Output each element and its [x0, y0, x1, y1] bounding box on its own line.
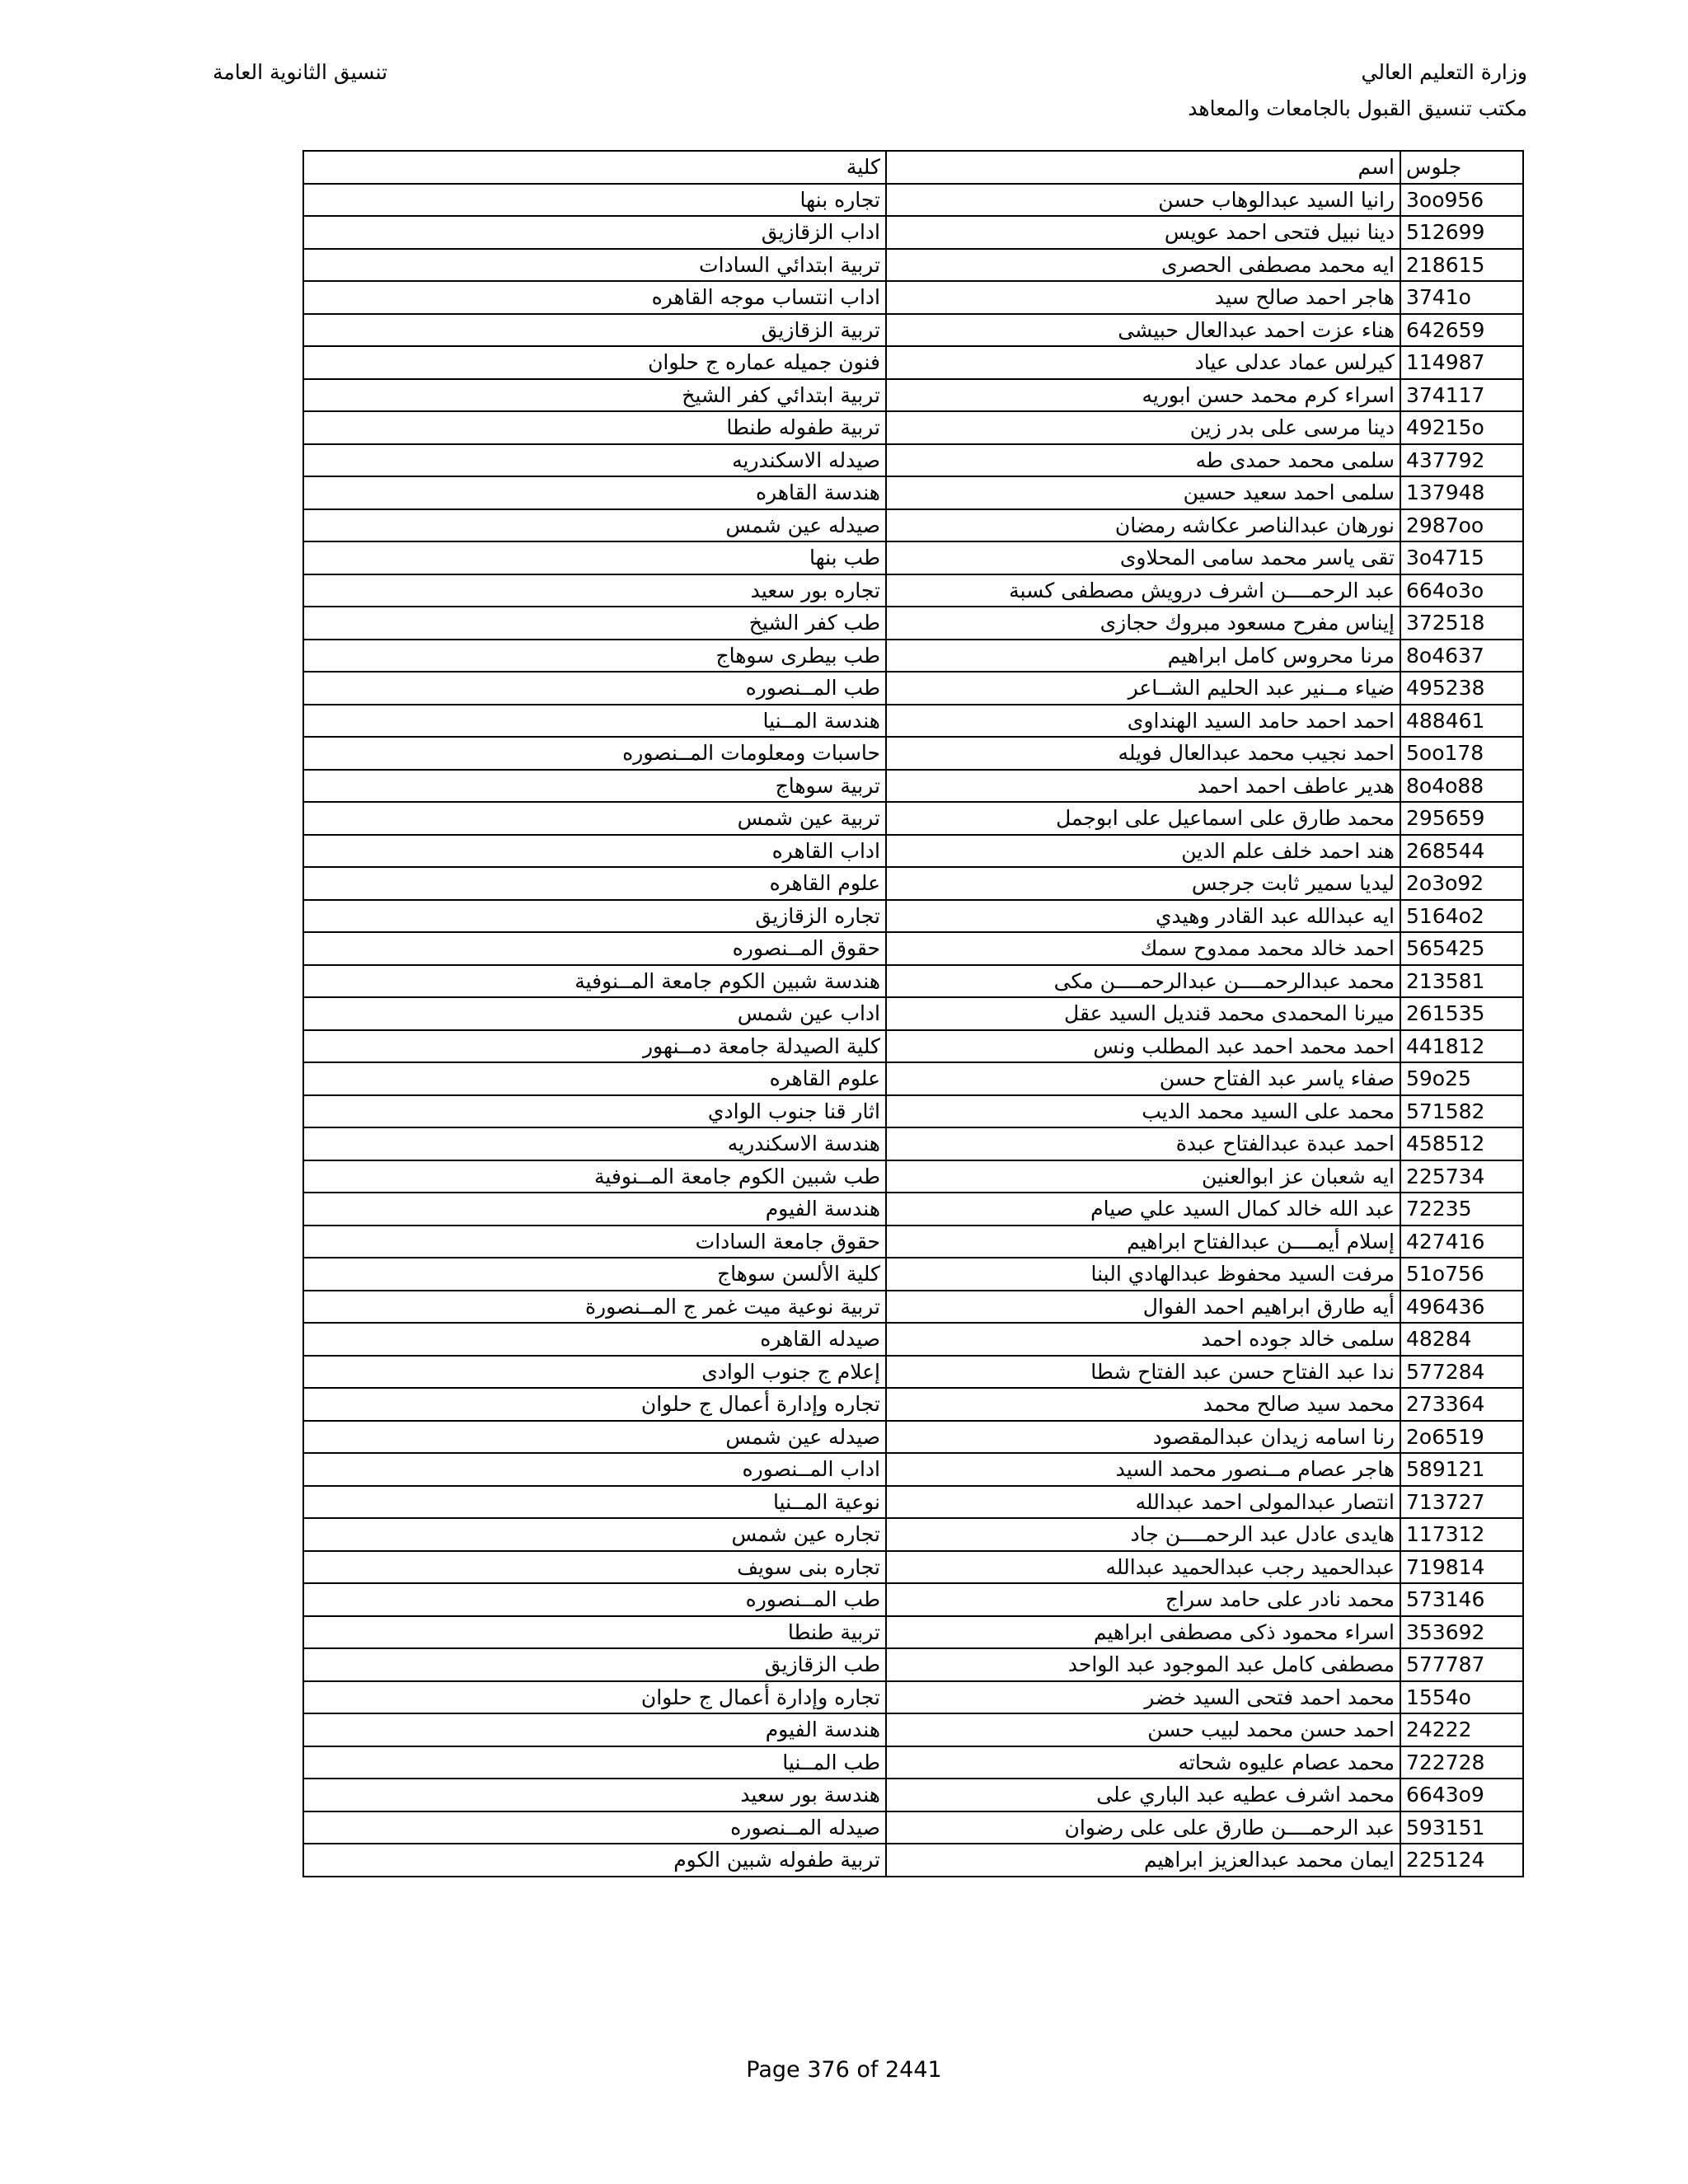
- faculty-cell: علوم القاهره: [303, 867, 886, 900]
- table-row: [303, 1811, 1523, 1844]
- table-row: [303, 867, 1523, 900]
- faculty-cell: تربية نوعية ميت غمر ج المــنصورة: [303, 1291, 886, 1324]
- name-cell: ايه محمد مصطفى الحصرى: [886, 249, 1400, 282]
- name-cell: محمد طارق على اسماعيل على ابوجمل: [886, 802, 1400, 835]
- name-cell: هند احمد خلف علم الدين: [886, 835, 1400, 868]
- faculty-cell: طب المــنيا: [303, 1746, 886, 1779]
- table-row: [303, 1518, 1523, 1551]
- table-row: [303, 1583, 1523, 1616]
- seat-cell: 3741o: [1400, 281, 1523, 314]
- header-name: اسم: [886, 151, 1400, 184]
- faculty-cell: هندسة الفيوم: [303, 1713, 886, 1746]
- faculty-cell: هندسة القاهره: [303, 476, 886, 509]
- table-row: [303, 640, 1523, 673]
- name-cell: رانيا السيد عبدالوهاب حسن: [886, 184, 1400, 217]
- faculty-cell: تجاره بنها: [303, 184, 886, 217]
- table-row: [303, 1616, 1523, 1649]
- faculty-cell: صيدله القاهره: [303, 1323, 886, 1356]
- name-cell: سلمى احمد سعيد حسين: [886, 476, 1400, 509]
- seat-cell: 261535: [1400, 997, 1523, 1030]
- page-number: Page 376 of 2441: [746, 2057, 942, 2083]
- name-cell: دينا مرسى على بدر زين: [886, 411, 1400, 444]
- seat-cell: 137948: [1400, 476, 1523, 509]
- table-row: [303, 346, 1523, 379]
- name-cell: مرنا محروس كامل ابراهيم: [886, 640, 1400, 673]
- seat-cell: 512699: [1400, 216, 1523, 249]
- seat-cell: 24222: [1400, 1713, 1523, 1746]
- seat-cell: 495238: [1400, 672, 1523, 705]
- faculty-cell: تربية عين شمس: [303, 802, 886, 835]
- table-row: [303, 802, 1523, 835]
- seat-cell: 664o3o: [1400, 574, 1523, 607]
- seat-cell: 117312: [1400, 1518, 1523, 1551]
- name-cell: احمد احمد حامد السيد الهنداوى: [886, 705, 1400, 738]
- seat-cell: 218615: [1400, 249, 1523, 282]
- table-row: [303, 1681, 1523, 1714]
- name-cell: محمد على السيد محمد الديب: [886, 1095, 1400, 1128]
- faculty-cell: تجاره وإدارة أعمال ج حلوان: [303, 1388, 886, 1421]
- name-cell: سلمى خالد جوده احمد: [886, 1323, 1400, 1356]
- seat-cell: 3oo956: [1400, 184, 1523, 217]
- faculty-cell: هندسة شبين الكوم جامعة المــنوفية: [303, 965, 886, 998]
- seat-cell: 3o4715: [1400, 541, 1523, 574]
- table-row: [303, 1453, 1523, 1486]
- seat-cell: 225124: [1400, 1844, 1523, 1877]
- name-cell: محمد اشرف عطيه عبد الباري على: [886, 1779, 1400, 1811]
- faculty-cell: هندسة الفيوم: [303, 1193, 886, 1226]
- seat-cell: 372518: [1400, 607, 1523, 640]
- table-row: [303, 672, 1523, 705]
- seat-cell: 5164o2: [1400, 900, 1523, 933]
- seat-cell: 642659: [1400, 314, 1523, 347]
- faculty-cell: اثار قنا جنوب الوادي: [303, 1095, 886, 1128]
- faculty-cell: هندسة بور سعيد: [303, 1779, 886, 1811]
- header-faculty: كلية: [303, 151, 886, 184]
- faculty-cell: تربية ابتدائي السادات: [303, 249, 886, 282]
- name-cell: احمد محمد احمد عبد المطلب ونس: [886, 1030, 1400, 1063]
- office-name: مكتب تنسيق القبول بالجامعات والمعاهد: [1188, 96, 1527, 120]
- name-cell: محمد عصام عليوه شحاته: [886, 1746, 1400, 1779]
- seat-cell: 577787: [1400, 1648, 1523, 1681]
- name-cell: ايه عبدالله عبد القادر وهيدي: [886, 900, 1400, 933]
- seat-cell: 49215o: [1400, 411, 1523, 444]
- table-row: [303, 1356, 1523, 1389]
- faculty-cell: كلية الألسن سوهاج: [303, 1258, 886, 1291]
- name-cell: نورهان عبدالناصر عكاشه رمضان: [886, 509, 1400, 542]
- faculty-cell: فنون جميله عماره ج حلوان: [303, 346, 886, 379]
- faculty-cell: تجاره وإدارة أعمال ج حلوان: [303, 1681, 886, 1714]
- table-row: [303, 1030, 1523, 1063]
- name-cell: ميرنا المحمدى محمد قنديل السيد عقل: [886, 997, 1400, 1030]
- table-row: [303, 1062, 1523, 1095]
- table-header-row: [303, 151, 1523, 184]
- table-row: [303, 1291, 1523, 1324]
- table-row: [303, 1746, 1523, 1779]
- faculty-cell: إعلام ج جنوب الوادى: [303, 1356, 886, 1389]
- seat-cell: 225734: [1400, 1160, 1523, 1193]
- table-row: [303, 1551, 1523, 1584]
- table-row: [303, 965, 1523, 998]
- faculty-cell: طب بيطرى سوهاج: [303, 640, 886, 673]
- table-row: [303, 1713, 1523, 1746]
- name-cell: دينا نبيل فتحى احمد عويس: [886, 216, 1400, 249]
- name-cell: ايمان محمد عبدالعزيز ابراهيم: [886, 1844, 1400, 1877]
- faculty-cell: طب المــنصوره: [303, 672, 886, 705]
- faculty-cell: تجاره عين شمس: [303, 1518, 886, 1551]
- name-cell: احمد عبدة عبدالفتاح عبدة: [886, 1127, 1400, 1160]
- seat-cell: 458512: [1400, 1127, 1523, 1160]
- results-table: [302, 150, 1524, 1877]
- faculty-cell: هندسة الاسكندريه: [303, 1127, 886, 1160]
- table-row: [303, 1160, 1523, 1193]
- header-seat: جلوس: [1400, 151, 1523, 184]
- seat-cell: 6643o9: [1400, 1779, 1523, 1811]
- faculty-cell: اداب الزقازيق: [303, 216, 886, 249]
- name-cell: احمد نجيب محمد عبدالعال فويله: [886, 737, 1400, 770]
- table-row: [303, 1323, 1523, 1356]
- table-row: [303, 476, 1523, 509]
- document-title: تنسيق الثانوية العامة: [213, 60, 388, 84]
- seat-cell: 51o756: [1400, 1258, 1523, 1291]
- faculty-cell: تجاره الزقازيق: [303, 900, 886, 933]
- seat-cell: 589121: [1400, 1453, 1523, 1486]
- name-cell: ايه شعبان عز ابوالعنين: [886, 1160, 1400, 1193]
- faculty-cell: تربية ابتدائي كفر الشيخ: [303, 379, 886, 412]
- faculty-cell: صيدله الاسكندريه: [303, 444, 886, 477]
- table-row: [303, 411, 1523, 444]
- table-row: [303, 705, 1523, 738]
- table-row: [303, 1844, 1523, 1877]
- faculty-cell: تربية سوهاج: [303, 770, 886, 803]
- seat-cell: 571582: [1400, 1095, 1523, 1128]
- faculty-cell: طب كفر الشيخ: [303, 607, 886, 640]
- table-row: [303, 1421, 1523, 1454]
- name-cell: هناء عزت احمد عبدالعال حبيشى: [886, 314, 1400, 347]
- faculty-cell: اداب عين شمس: [303, 997, 886, 1030]
- table-row: [303, 1258, 1523, 1291]
- table-row: [303, 509, 1523, 542]
- name-cell: عبد الله خالد كمال السيد علي صيام: [886, 1193, 1400, 1226]
- name-cell: سلمى محمد حمدى طه: [886, 444, 1400, 477]
- name-cell: محمد سيد صالح محمد: [886, 1388, 1400, 1421]
- table-row: [303, 216, 1523, 249]
- name-cell: احمد حسن محمد لبيب حسن: [886, 1713, 1400, 1746]
- table-row: [303, 835, 1523, 868]
- name-cell: ليديا سمير ثابت جرجس: [886, 867, 1400, 900]
- name-cell: هاجر احمد صالح سيد: [886, 281, 1400, 314]
- name-cell: مصطفى كامل عبد الموجود عبد الواحد: [886, 1648, 1400, 1681]
- name-cell: محمد نادر على حامد سراج: [886, 1583, 1400, 1616]
- seat-cell: 213581: [1400, 965, 1523, 998]
- name-cell: صفاء ياسر عبد الفتاح حسن: [886, 1062, 1400, 1095]
- name-cell: أيه طارق ابراهيم احمد الفوال: [886, 1291, 1400, 1324]
- ministry-name: وزارة التعليم العالي: [1361, 60, 1527, 84]
- name-cell: عبد الرحمــــن اشرف درويش مصطفى كسبة: [886, 574, 1400, 607]
- name-cell: رنا اسامه زيدان عبدالمقصود: [886, 1421, 1400, 1454]
- faculty-cell: كلية الصيدلة جامعة دمــنهور: [303, 1030, 886, 1063]
- table-row: [303, 314, 1523, 347]
- name-cell: هايدى عادل عبد الرحمــــن جاد: [886, 1518, 1400, 1551]
- seat-cell: 268544: [1400, 835, 1523, 868]
- table-row: [303, 1388, 1523, 1421]
- table-row: [303, 184, 1523, 217]
- faculty-cell: تربية طنطا: [303, 1616, 886, 1649]
- table-row: [303, 281, 1523, 314]
- name-cell: اسراء محمود ذكى مصطفى ابراهيم: [886, 1616, 1400, 1649]
- table-row: [303, 1486, 1523, 1519]
- faculty-cell: اداب المــنصوره: [303, 1453, 886, 1486]
- name-cell: محمد احمد فتحى السيد خضر: [886, 1681, 1400, 1714]
- name-cell: إيناس مفرح مسعود مبروك حجازى: [886, 607, 1400, 640]
- seat-cell: 2o3o92: [1400, 867, 1523, 900]
- name-cell: ندا عبد الفتاح حسن عبد الفتاح شطا: [886, 1356, 1400, 1389]
- faculty-cell: تربية الزقازيق: [303, 314, 886, 347]
- page-header-left: [213, 54, 387, 91]
- name-cell: إسلام أيمــــن عبدالفتاح ابراهيم: [886, 1226, 1400, 1258]
- name-cell: عبدالحميد رجب عبدالحميد عبدالله: [886, 1551, 1400, 1584]
- seat-cell: 593151: [1400, 1811, 1523, 1844]
- seat-cell: 565425: [1400, 932, 1523, 965]
- name-cell: كيرلس عماد عدلى عياد: [886, 346, 1400, 379]
- seat-cell: 5oo178: [1400, 737, 1523, 770]
- table-row: [303, 1095, 1523, 1128]
- table-row: [303, 1648, 1523, 1681]
- table-row: [303, 1127, 1523, 1160]
- seat-cell: 488461: [1400, 705, 1523, 738]
- faculty-cell: طب بنها: [303, 541, 886, 574]
- faculty-cell: تربية طفوله شبين الكوم: [303, 1844, 886, 1877]
- seat-cell: 8o4637: [1400, 640, 1523, 673]
- seat-cell: 496436: [1400, 1291, 1523, 1324]
- table-row: [303, 249, 1523, 282]
- faculty-cell: صيدله المــنصوره: [303, 1811, 886, 1844]
- name-cell: احمد خالد محمد ممدوح سمك: [886, 932, 1400, 965]
- table-row: [303, 900, 1523, 933]
- table-row: [303, 932, 1523, 965]
- seat-cell: 1554o: [1400, 1681, 1523, 1714]
- seat-cell: 441812: [1400, 1030, 1523, 1063]
- seat-cell: 577284: [1400, 1356, 1523, 1389]
- seat-cell: 719814: [1400, 1551, 1523, 1584]
- seat-cell: 72235: [1400, 1193, 1523, 1226]
- faculty-cell: حقوق المــنصوره: [303, 932, 886, 965]
- table-row: [303, 607, 1523, 640]
- table-row: [303, 1226, 1523, 1258]
- faculty-cell: تربية طفوله طنطا: [303, 411, 886, 444]
- faculty-cell: طب شبين الكوم جامعة المــنوفية: [303, 1160, 886, 1193]
- faculty-cell: تجاره بنى سويف: [303, 1551, 886, 1584]
- name-cell: تقى ياسر محمد سامى المحلاوى: [886, 541, 1400, 574]
- seat-cell: 273364: [1400, 1388, 1523, 1421]
- table-row: [303, 574, 1523, 607]
- name-cell: هدير عاطف احمد احمد: [886, 770, 1400, 803]
- table-row: [303, 1779, 1523, 1811]
- seat-cell: 48284: [1400, 1323, 1523, 1356]
- seat-cell: 722728: [1400, 1746, 1523, 1779]
- table-row: [303, 444, 1523, 477]
- seat-cell: 374117: [1400, 379, 1523, 412]
- faculty-cell: علوم القاهره: [303, 1062, 886, 1095]
- name-cell: محمد عبدالرحمــــن عبدالرحمــــن مكى: [886, 965, 1400, 998]
- faculty-cell: اداب انتساب موجه القاهره: [303, 281, 886, 314]
- seat-cell: 353692: [1400, 1616, 1523, 1649]
- table-row: [303, 379, 1523, 412]
- faculty-cell: طب المــنصوره: [303, 1583, 886, 1616]
- name-cell: اسراء كرم محمد حسن ابوريه: [886, 379, 1400, 412]
- faculty-cell: نوعية المــنيا: [303, 1486, 886, 1519]
- faculty-cell: تجاره بور سعيد: [303, 574, 886, 607]
- name-cell: هاجر عصام مــنصور محمد السيد: [886, 1453, 1400, 1486]
- faculty-cell: حقوق جامعة السادات: [303, 1226, 886, 1258]
- faculty-cell: طب الزقازيق: [303, 1648, 886, 1681]
- faculty-cell: حاسبات ومعلومات المــنصوره: [303, 737, 886, 770]
- table-row: [303, 1193, 1523, 1226]
- faculty-cell: اداب القاهره: [303, 835, 886, 868]
- table-row: [303, 737, 1523, 770]
- seat-cell: 427416: [1400, 1226, 1523, 1258]
- table-row: [303, 541, 1523, 574]
- name-cell: عبد الرحمــــن طارق على على رضوان: [886, 1811, 1400, 1844]
- seat-cell: 2o6519: [1400, 1421, 1523, 1454]
- seat-cell: 114987: [1400, 346, 1523, 379]
- name-cell: انتصار عبدالمولى احمد عبدالله: [886, 1486, 1400, 1519]
- name-cell: مرفت السيد محفوظ عبدالهادي البنا: [886, 1258, 1400, 1291]
- faculty-cell: صيدله عين شمس: [303, 509, 886, 542]
- faculty-cell: صيدله عين شمس: [303, 1421, 886, 1454]
- seat-cell: 437792: [1400, 444, 1523, 477]
- seat-cell: 59o25: [1400, 1062, 1523, 1095]
- seat-cell: 2987oo: [1400, 509, 1523, 542]
- table-row: [303, 997, 1523, 1030]
- seat-cell: 713727: [1400, 1486, 1523, 1519]
- seat-cell: 8o4o88: [1400, 770, 1523, 803]
- page-header-right: [1188, 54, 1527, 127]
- name-cell: ضياء مــنير عبد الحليم الشــاعر: [886, 672, 1400, 705]
- faculty-cell: هندسة المــنيا: [303, 705, 886, 738]
- seat-cell: 295659: [1400, 802, 1523, 835]
- seat-cell: 573146: [1400, 1583, 1523, 1616]
- table-row: [303, 770, 1523, 803]
